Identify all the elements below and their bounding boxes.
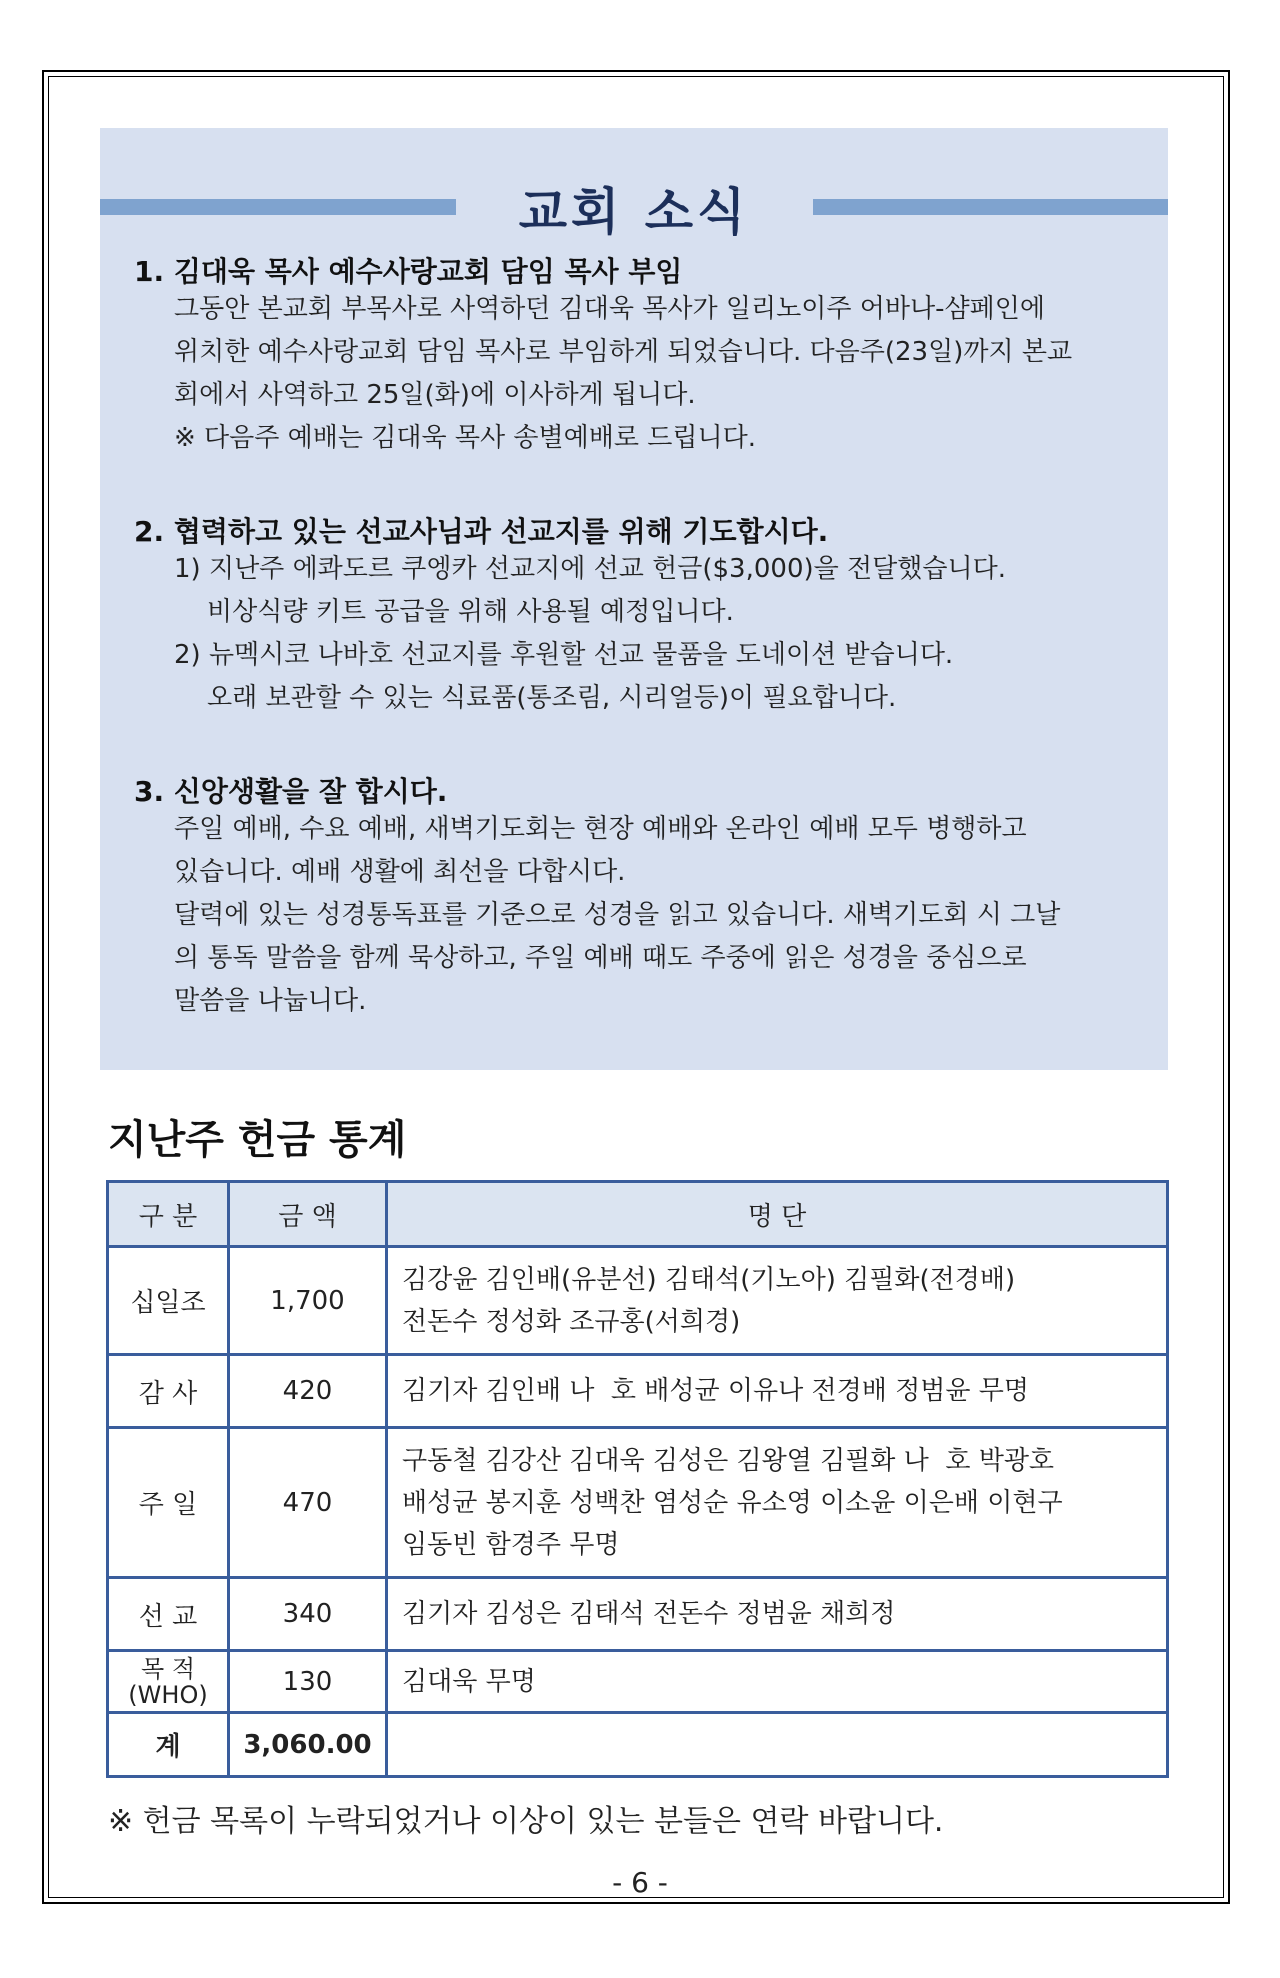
row-names: 구동철 김강산 김대욱 김성은 김왕열 김필화 나 호 박광호 배성균 봉지훈 성백찬 염성순 유소영 이소윤 이은배 이현구 임동빈 함경주 무명 [387,1428,1168,1578]
news-section-1-line-1: 그동안 본교회 부목사로 사역하던 김대욱 목사가 일리노이주 어바나-샴페인에 [174,294,1045,324]
row-category: 선 교 [108,1578,229,1651]
row-category: 감 사 [108,1355,229,1428]
news-title-row [100,158,1168,241]
offering-footnote: ※ 헌금 목록이 누락되었거나 이상이 있는 분들은 연락 바랍니다. [108,1804,944,1839]
offering-table [106,1180,1169,1778]
total-amount: 3,060.00 [229,1713,387,1777]
church-news-box [100,128,1168,1070]
news-section-2-line-1: 1) 지난주 에콰도르 쿠엥카 선교지에 선교 헌금($3,000)을 전달했습니다. [174,554,1006,584]
table-row [108,1247,1168,1355]
row-names: 김기자 김인배 나 호 배성균 이유나 전경배 정범윤 무명 [387,1355,1168,1428]
header-names: 명 단 [387,1182,1168,1247]
offering-heading: 지난주 헌금 통계 [108,1117,407,1163]
total-names [387,1713,1168,1777]
news-section-1-line-2: 위치한 예수사랑교회 담임 목사로 부임하게 되었습니다. 다음주(23일)까지 본교 [174,337,1073,367]
news-section-3-title: 3. 신앙생활을 잘 합시다. [134,775,448,808]
table-row [108,1578,1168,1651]
news-section-2-title: 2. 협력하고 있는 선교사님과 선교지를 위해 기도합시다. [134,515,829,548]
news-section-3-line-3: 달력에 있는 성경통독표를 기준으로 성경을 읽고 있습니다. 새벽기도회 시 그날 [174,900,1061,930]
row-amount: 1,700 [229,1247,387,1355]
row-names: 김강윤 김인배(유분선) 김태석(기노아) 김필화(전경배) 전돈수 정성화 조규홍(서희경) [387,1247,1168,1355]
row-category: 주 일 [108,1428,229,1578]
news-section-2-line-4: 오래 보관할 수 있는 식료품(통조림, 시리얼등)이 필요합니다. [174,683,897,713]
news-section-2-line-2: 비상식량 키트 공급을 위해 사용될 예정입니다. [174,597,734,627]
row-amount: 130 [229,1651,387,1713]
row-amount: 340 [229,1578,387,1651]
row-amount: 420 [229,1355,387,1428]
table-row [108,1651,1168,1713]
news-section-3-line-2: 있습니다. 예배 생활에 최선을 다합시다. [174,857,626,887]
row-names: 김대욱 무명 [387,1651,1168,1713]
page-number: - 6 - [612,1866,668,1899]
header-category: 구 분 [108,1182,229,1247]
news-title: 교회 소식 [518,183,750,241]
news-section-1-line-3: 회에서 사역하고 25일(화)에 이사하게 됩니다. [174,380,696,410]
table-row [108,1428,1168,1578]
total-label: 계 [108,1713,229,1777]
news-section-3-line-5: 말씀을 나눕니다. [174,986,367,1016]
news-section-3-line-1: 주일 예배, 수요 예배, 새벽기도회는 현장 예배와 온라인 예배 모두 병행하고 [174,814,1027,844]
news-section-3-line-4: 의 통독 말씀을 함께 묵상하고, 주일 예배 때도 주중에 읽은 성경을 중심으로 [174,943,1027,973]
table-total-row [108,1713,1168,1777]
table-row [108,1355,1168,1428]
row-category: 십일조 [108,1247,229,1355]
news-section-1-note: ※ 다음주 예배는 김대욱 목사 송별예배로 드립니다. [174,423,756,453]
row-names: 김기자 김성은 김태석 전돈수 정범윤 채희정 [387,1578,1168,1651]
row-category: 목 적 (WHO) [108,1651,229,1713]
news-section-2-line-3: 2) 뉴멕시코 나바호 선교지를 후원할 선교 물품을 도네이션 받습니다. [174,640,954,670]
header-amount: 금 액 [229,1182,387,1247]
news-section-1-title: 1. 김대욱 목사 예수사랑교회 담임 목사 부임 [134,255,683,288]
row-amount: 470 [229,1428,387,1578]
table-header-row [108,1182,1168,1247]
